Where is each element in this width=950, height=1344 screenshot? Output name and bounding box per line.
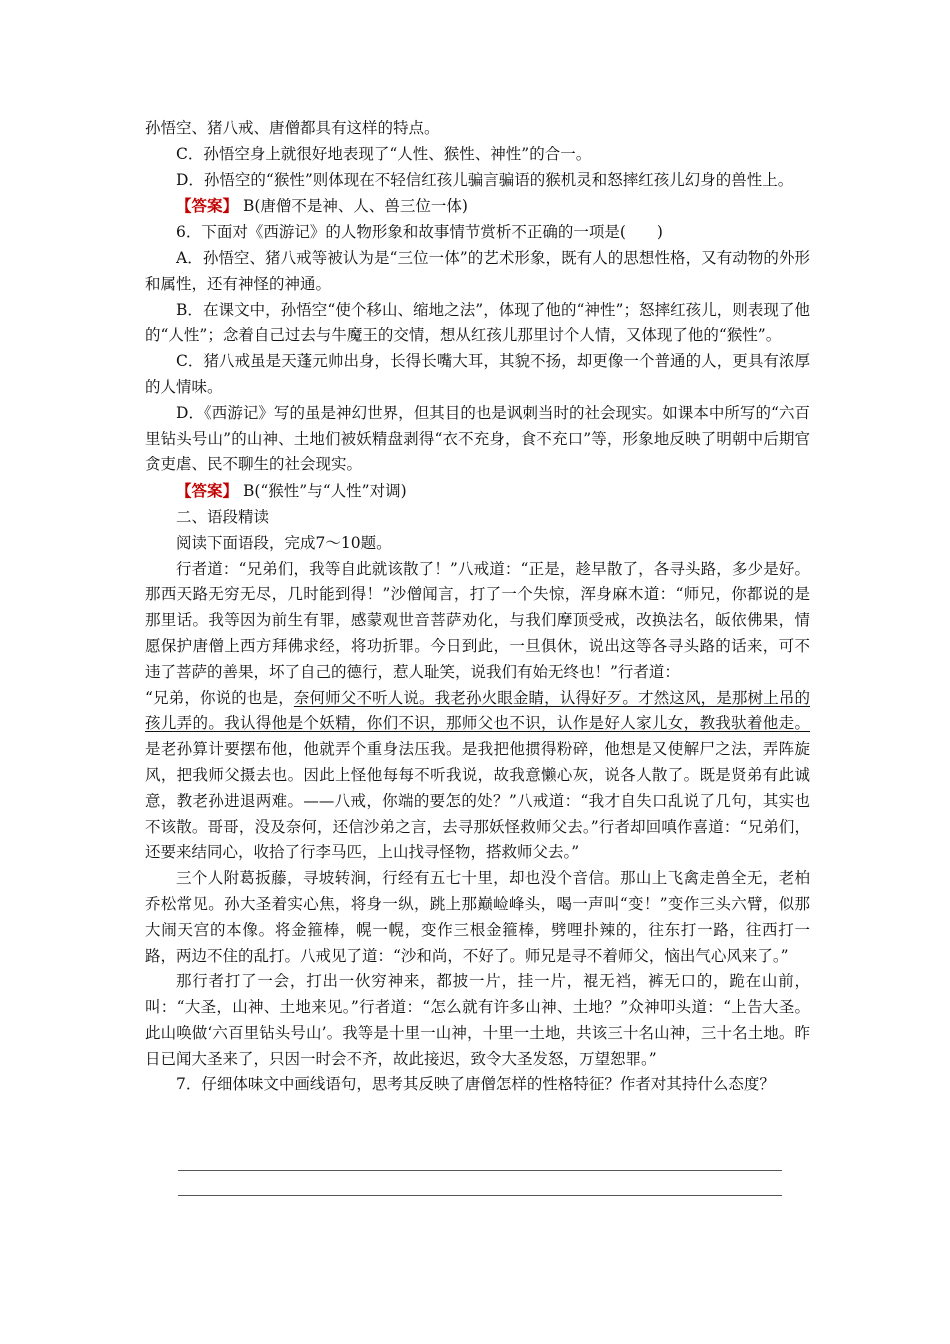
answer-tag: 【答案】 <box>176 196 239 216</box>
paragraph-continuation: 孙悟空、猪八戒、唐僧都具有这样的特点。 <box>145 119 440 137</box>
instruction: 阅读下面语段，完成7～10题。 <box>176 533 392 552</box>
passage-paragraph-3: 三个人附葛扳藤，寻坡转涧，行经有五七十里，却也没个音信。那山上飞禽走兽全无，老柏乔松常见。孙大圣着实心焦，将身一纵，跳上那巅崄峰头，喝一声叫“变！”变作三头六臂，似那大闹天宫的本像。将金箍棒，幌一幌，变作三根金箍棒，劈哩扑辣的，往东打一路，往西打一路，两边不住的乱打。八戒见了道：“沙和尚，不好了。师兄是寻不着师父，恼出气心风来了。” <box>145 869 810 965</box>
answer-tag: 【答案】 <box>176 481 239 501</box>
question-6: 6．下面对《西游记》的人物形象和故事情节赏析不正确的一项是( ) <box>176 223 663 242</box>
option-6d: D．《西游记》写的虽是神幻世界，但其目的也是讽刺当时的社会现实。如课本中所写的“六百里钻头号山”的山神、土地们被妖精盘剥得“衣不充身，食不充口”等，形象地反映了明朝中后期官贪吏虐、民不聊生的社会现实。 <box>145 403 810 474</box>
underlined-sentence: 奈何师父不听人说。我老孙火眼金睛，认得好歹。才然这风，是那树上吊的孩儿弄的。我认得他是个妖精，你们不识，那师父也不识，认作是好人家儿女，教我驮着他走。 <box>145 688 810 733</box>
option-5c: C．孙悟空身上就很好地表现了“人性、猴性、神性”的合一。 <box>176 144 592 163</box>
answer-line[interactable] <box>178 1170 782 1171</box>
section-heading: 二、语段精读 <box>176 507 270 526</box>
passage-paragraph-4: 那行者打了一会，打出一伙穷神来，都披一片，挂一片，裩无裆，裤无口的，跪在山前，叫：“大圣，山神、土地来见。”行者道：“怎么就有许多山神、土地？”众神叩头道：“上告大圣。此山唤做‘六百里钻头号山’。我等是十里一山神，十里一土地，共该三十名山神，三十名土地。昨日已闻大圣来了，只因一时会不齐，故此接迟，致令大圣发怒，万望恕罪。” <box>145 972 810 1068</box>
question-7: 7．仔细体味文中画线语句，思考其反映了唐僧怎样的性格特征？作者对其持什么态度？ <box>176 1075 775 1094</box>
answer-text: B(“猴性”与“人性”对调) <box>238 482 407 501</box>
passage-paragraph-1: 行者道：“兄弟们，我等自此就该散了！”八戒道：“正是，趁早散了，各寻头路，多少是好。那西天路无穷无尽，几时能到得！”沙僧闻言，打了一个失惊，浑身麻木道：“师兄，你都说的是那里话。我等因为前生有罪，感蒙观世音菩萨劝化，与我们摩顶受戒，改换法名，皈依佛果，情愿保护唐僧上西方拜佛求经，将功折罪。今日到此，一旦俱休，说出这等各寻头路的话来，可不违了菩萨的善果，坏了自己的德行，惹人耻笑，说我们有始无终也！”行者道： <box>145 559 810 681</box>
answer-line[interactable] <box>178 1195 782 1196</box>
passage-paragraph-2 <box>145 686 810 867</box>
answer-6 <box>145 478 810 505</box>
answer-5 <box>145 193 810 220</box>
passage-text: 是老孙算计要摆布他，他就弄个重身法压我。是我把他掼得粉碎，他想是又使解尸之法，弄阵旋风，把我师父摄去也。因此上怪他每每不听我说，故我意懒心灰，说各人散了。既是贤弟有此诚意，教老孙进退两难。——八戒，你端的要怎的处？”八戒道：“我才自失口乱说了几句，其实也不该散。哥哥，没及奈何，还信沙弟之言，去寻那妖怪救师父去。”行者却回嗔作喜道：“兄弟们，还要来结同心，收拾了行李马匹，上山找寻怪物，搭救师父去。” <box>145 740 810 862</box>
option-6b: B．在课文中，孙悟空“使个移山、缩地之法”，体现了他的“神性”；怒摔红孩儿，则表现了他的“人性”；念着自己过去与牛魔王的交情，想从红孩儿那里讨个人情，又体现了他的“猴性”。 <box>145 300 810 345</box>
text-body <box>145 116 810 1098</box>
passage-text: “兄弟，你说的也是， <box>145 688 294 707</box>
option-6c: C．猪八戒虽是天蓬元帅出身，长得长嘴大耳，其貌不扬，却更像一个普通的人，更具有浓厚的人情味。 <box>145 352 810 396</box>
answer-text: B(唐僧不是神、人、兽三位一体) <box>238 197 468 216</box>
option-6a: A．孙悟空、猪八戒等被认为是“三位一体”的艺术形象，既有人的思想性格，又有动物的外形和属性，还有神怪的神通。 <box>145 248 810 293</box>
option-5d: D．孙悟空的“猴性”则体现在不轻信红孩儿骗言骗语的猴机灵和怒摔红孩儿幻身的兽性上。 <box>176 170 794 189</box>
